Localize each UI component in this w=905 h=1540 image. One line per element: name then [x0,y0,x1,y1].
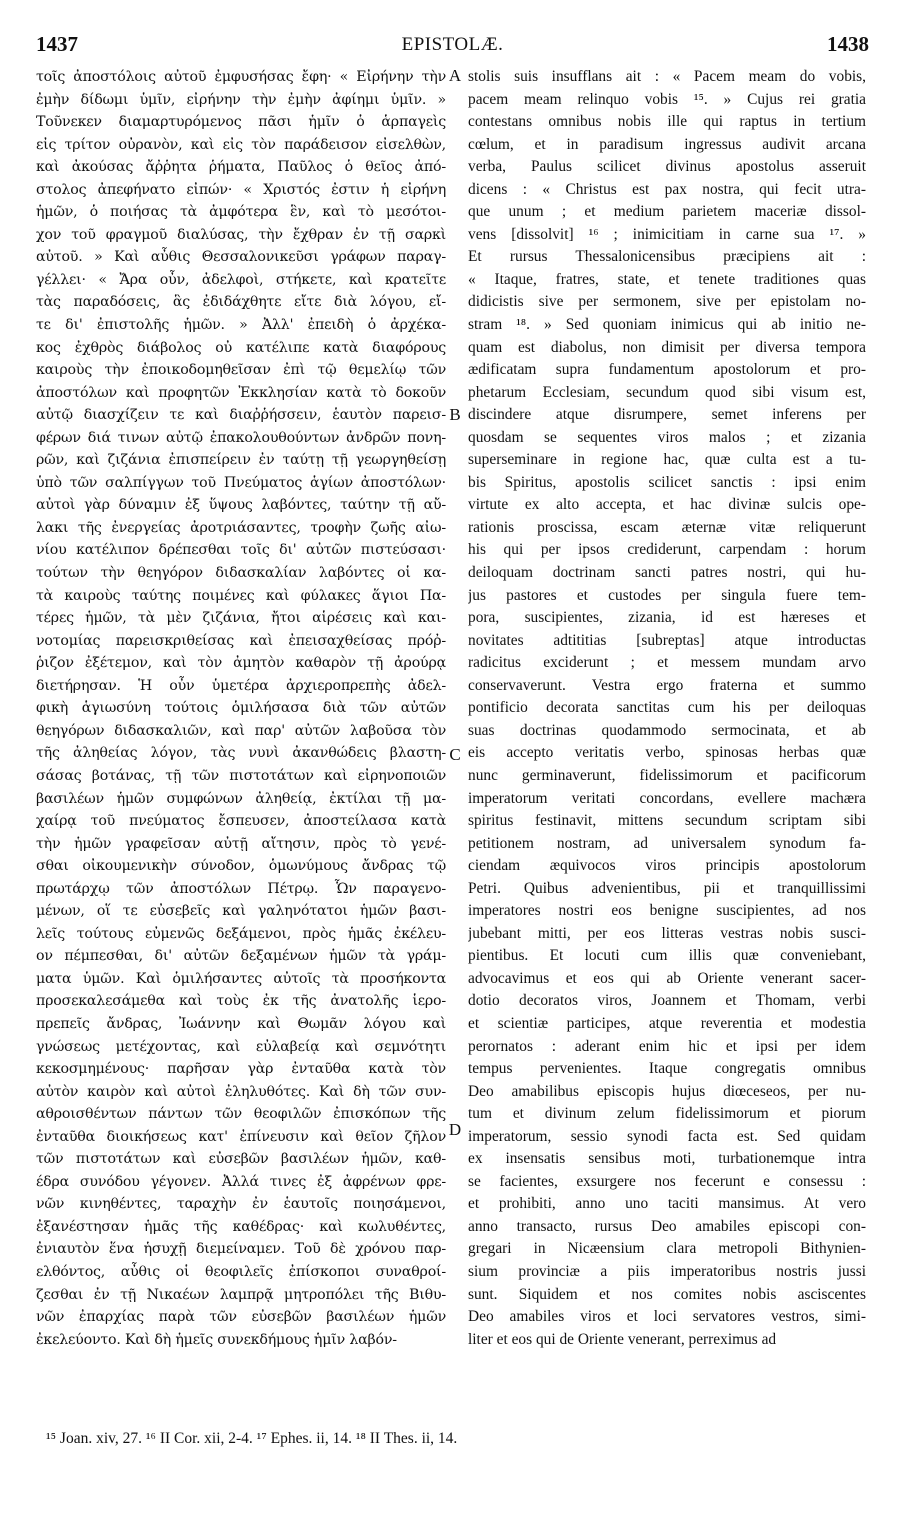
greek-line: βασιλέων ἡμῶν συμφώνων ἀληθείᾳ, ἐκτίλαι τῇ μα- [36,790,446,807]
latin-line: novitates adtititias [subreptas] atque introductas [468,631,866,649]
greek-line: αὐτῷ διασχίζειν τε καὶ διαῤῥήσσειν, ἑαυτὸν παρεισ- [36,407,446,424]
greek-text-column [36,66,446,1351]
greek-line: λεῖς τούτους εὐμενῶς δεξάμενοι, πρὸς ἡμᾶς ἐκέλευ- [36,925,446,942]
latin-line: que unum ; et medium parietem maceriæ dissol- [468,203,866,221]
latin-line: imperatorum veritati concordans, evellere machæra [468,789,866,807]
greek-line: ἐμὴν δίδωμι ὑμῖν, εἰρήνην τὴν ἐμὴν ἀφίημι ὑμῖν. » [36,91,446,108]
latin-line: rationis proscissa, escam æternæ vitæ reliquerunt [468,518,866,536]
greek-line: ῥιζον ἐξέτεμον, καὶ τὸν ἀμητὸν καθαρὸν τῇ ἀρούρᾳ [36,655,446,672]
greek-line: ρῶν, καὶ ζιζάνια ἐπισπείρειν ἐν ταύτῃ τῇ γεωργηθείσῃ [36,452,446,469]
latin-line: conservaverunt. Vestra ergo fraterna et summo [468,676,866,694]
latin-line: Petri. Quibus advenientibus, pii et tranquillissimi [468,879,866,897]
latin-line: vens [dissolvit] ¹⁶ ; inimicitiam in carne sua ¹⁷. » [468,225,866,243]
latin-line: ciendam æquivocos viros principis apostolorum [468,857,866,875]
latin-line: Et rursus Thessalonicensibus præcipiens ait : [468,248,866,266]
latin-line: his qui per ipsos crediderunt, carpendam : horum [468,541,866,559]
latin-line: pientibus. Et locuti cum illis quæ conveniebant, [468,947,866,965]
latin-line: dotio decoratos viros, Joannem et Thomam, verbi [468,992,866,1010]
greek-line: αὐτοὶ γὰρ δύναμιν ἐξ ὕψους λαβόντες, ταύτην τῇ αὔ- [36,497,446,514]
greek-line: ζεσθαι ἐν τῇ Νικαέων λαμπρᾷ μητροπόλει τῆς Βιθυ- [36,1286,446,1303]
latin-line: imperatorum, sessio synodi facta est. Sed quidam [468,1127,866,1145]
latin-line: Deo amabilibus episcopis hujus diœceseos, per nu- [468,1082,866,1100]
latin-line: spiritus festinavit, mittens secundum scriptam sibi [468,812,866,830]
latin-line: petitionem nostram, ad universalem synodum fa- [468,834,866,852]
greek-line: χον τοῦ φραγμοῦ διαλύσας, τὴν ἔχθραν ἐν τῇ σαρκὶ [36,226,446,243]
greek-line: φέρων διά τινων αὐτῷ ἐπακολουθούντων ἀνδρῶν πονη- [36,429,446,446]
greek-line: διετήρησαν. Ἡ οὖν ὑμετέρα ἀρχιεροπρεπὴς ἀδελ- [36,677,446,694]
greek-line: τούτων τὴν θεηγόρον διδασκαλίαν λαβόντες οἱ κα- [36,565,446,582]
greek-line: στολος ἀπεφήνατο εἰπών· « Χριστός ἐστιν ἡ εἰρήνη [36,181,446,198]
latin-line: Deo amabiles viros et loci servatores vestros, simi- [468,1308,866,1326]
latin-line: imperatores nostri eos benigne suscipientes, ad nos [468,902,866,920]
latin-line: perornatos : aderant enim hic et ipsi per idem [468,1037,866,1055]
latin-line: liter et eos qui de Oriente venerant, perreximus ad [468,1330,777,1348]
latin-line: bis Spiritus, apostolis scilicet sanctis : ipsi enim [468,473,866,491]
margin-marker-c: C [449,745,461,764]
greek-line: ἀποστόλων καὶ προφητῶν Ἐκκλησίαν κατὰ τὸ δοκοῦν [36,384,446,401]
latin-line: eis accepto veritatis verbo, spinosas herbas quæ [468,744,866,762]
latin-line: sium provinciæ a piis imperatoribus nostris jussi [468,1262,866,1280]
latin-line: « Itaque, fratres, state, et tenete traditiones quas [468,270,866,288]
latin-line: et scientiæ participes, atque reverentia et modestia [468,1014,866,1032]
margin-marker-d: D [448,1120,462,1139]
latin-line: tum et divinum zelum fidelissimorum et piorum [468,1105,866,1123]
latin-line: discindere atque disrumpere, semet inferens per [468,406,866,424]
greek-line: τῆς ἀληθείας λόγον, τὰς νυνὶ ἀκανθώδεις βλαστη- [36,745,446,762]
greek-line: νῶν κινηθέντες, ταραχὴν ἐν ἑαυτοῖς ποιησάμενοι, [36,1196,446,1213]
greek-line: τὰ καιροὺς ταύτης ποιμένες καὶ φύλακες ἅγιοι Πα- [36,587,446,604]
greek-line: ὑπὸ τῶν σαλπίγγων τοῦ Πνεύματος ἁγίων ἀποστόλων· [36,474,446,491]
latin-line: deiloquam doctrinam sancti patres nostri, qui hu- [468,564,866,582]
greek-line: τὰς παραδόσεις, ἃς ἐδιδάχθητε εἴτε διὰ λόγου, εἴ- [36,294,446,311]
latin-line: advocavimus et eos qui ab Oriente venerant sacer- [468,969,866,987]
latin-line: quam est diabolus, non dimisit per diversa tempora [468,338,866,356]
latin-line: pora, suscipientes, zizania, id est hæreses et [468,609,866,627]
latin-text-column [468,66,866,1351]
latin-line: nunc germinaverunt, fidelissimorum et pacificorum [468,766,866,784]
greek-line: θεηγόρων διδασκαλιῶν, καὶ παρ' αὐτῶν λαβοῦσα τὸν [36,722,446,739]
latin-line: se facientes, exsurgere nos fecerunt e consessu : [468,1172,866,1190]
greek-line: τῶν πιστοτάτων καὶ εὐσεβῶν βασιλέων ἡμῶν, καθ- [36,1151,446,1168]
latin-line: quosdam se sequentes viros malos ; et zizania [468,428,866,446]
greek-line: ματα ὑμῶν. Καὶ ὁμιλήσαντες αὐτοῖς τὰ προσήκοντα [36,970,446,987]
latin-line: pacem meam relinquo vobis ¹⁵. » Cujus rei gratia [468,90,866,108]
greek-line: μένων, οἵ τε εὐσεβεῖς καὶ γαληνότατοι ἡμῶν βασι- [36,903,446,920]
greek-line: καιροὺς τὴν ἐποικοδομηθεῖσαν ἐπὶ τῷ θεμελίῳ τῶν [36,362,446,379]
greek-line: φικὴ ἁγιωσύνη τούτοις ὁμιλήσασα διὰ τῶν αὐτῶν [36,700,446,717]
latin-line: virtute ex alto accepta, et hac divinæ sulcis ope- [468,496,866,514]
greek-line: λακι τῆς ἐνεργείας ἀροτριάσαντες, τροφὴν ζωῆς αἰω- [36,519,446,536]
greek-line: τοῖς ἀποστόλοις αὐτοῦ ἐμφυσήσας ἔφη· « Εἰρήνην τὴν [36,69,446,85]
greek-line: χαίρᾳ τοῦ πνεύματος ἔσπευσεν, ἀποστείλασα κατὰ [36,813,446,830]
latin-line: verba, Paulus scilicet divinus apostolus asseruit [468,158,866,176]
greek-line: γέλλει· « Ἄρα οὖν, ἀδελφοὶ, στήκετε, καὶ κρατεῖτε [36,271,446,288]
greek-line: ἐνιαυτὸν ἕνα ἡσυχῇ διεμείναμεν. Τοῦ δὲ χρόνου παρ- [36,1241,446,1258]
greek-line: τέρες ἡμῶν, τὰ μὲν ζιζάνια, ἤτοι αἱρέσεις καὶ και- [36,610,446,627]
greek-line: ἐνταῦθα διοικήσεως κατ' ἐπίνευσιν καὶ θεῖον ζῆλον [36,1128,446,1145]
greek-line: έδρα συνόδου γέγονεν. Ἀλλά τινες ἐξ ἀφρένων φρε- [36,1173,446,1190]
page-number-left: 1437 [36,32,78,56]
latin-line: gregari in Nicæensium clara metropoli Bithynien- [468,1240,866,1258]
greek-line: κεκοσμημένους· παρῆσαν γὰρ ἐνταῦθα κατὰ τὸν [36,1061,446,1078]
greek-line: σθαι οἰκουμενικὴν σύνοδον, ὁμωνύμους ἄνδρας τῷ [36,858,446,875]
latin-line: sunt. Siquidem et nos comites nobis asciscentes [468,1285,866,1303]
greek-line: αθροισθέντων πάντων τῶν θεοφιλῶν ἐπισκόπων τῆς [36,1106,446,1123]
latin-line: jus pastores et custodes per singula fuere tem- [468,586,866,604]
greek-line: Τοῦνεκεν διαμαρτυρόμενος πᾶσι ἡμῖν ὁ ἁρπαγεὶς [36,114,446,131]
greek-line: κος ἐχθρὸς διάβολος οὐ κατέλιπε κατὰ διαφόρους [36,339,446,356]
greek-line: τε δι' ἐπιστολῆς ἡμῶν. » Ἀλλ' ἐπειδὴ ὁ ἀρχέκα- [36,317,446,334]
greek-line: νίου κατέλιπον δρέπεσθαι τοῖς δι' αὐτῶν πιστεύσασι· [36,542,446,559]
latin-line: ædificatam supra fundamentum apostolorum et pro- [468,361,866,379]
greek-line: νοτομίας παρεισκριθείσας καὶ ἐπεισαχθείσας πρόῤ- [36,632,446,649]
latin-line: cœlum, et in paradisum ingressus audivit arcana [468,135,866,153]
latin-line: phetarum Ecclesiam, secundum quod sibi visum est, [468,383,866,401]
latin-line: dicens : « Christus est pax nostra, qui fecit utra- [468,180,866,198]
latin-line: stram ¹⁸. » Sed quoniam inimicus qui ab initio ne- [468,316,866,334]
latin-line: ex insensatis sensibus moti, turbationemque intra [468,1150,866,1168]
greek-line: νῶν ἐπαρχίας παρὰ τῶν εὐσεβῶν βασιλέων ἡμῶν [36,1309,446,1326]
latin-line: superseminare in regione hac, quæ culta est a tu- [468,451,866,469]
margin-marker-b: B [449,405,461,424]
greek-line: προσεκαλεσάμεθα καὶ τοὺς ἐκ τῆς ἀνατολῆς ἱερο- [36,993,446,1010]
latin-line: stolis suis insufflans ait : « Pacem meam do vobis, [468,68,866,85]
latin-line: et prohibiti, anno uno taciti mansimus. At vero [468,1195,866,1213]
latin-line: tempus pervenientes. Itaque congregatis omnibus [468,1060,866,1078]
greek-line: ἐξανέστησαν ἡμᾶς τῆς καθέδρας· καὶ κωλυθέντες, [36,1218,446,1235]
footnotes: ¹⁵ Joan. xiv, 27. ¹⁶ II Cor. xii, 2-4. ¹⁷ Ephes. ii, 14. ¹⁸ II Thes. ii, 14. [46,1430,458,1447]
latin-line: suas doctrinas quodammodo sermocinata, et ab [468,721,866,739]
greek-line: καὶ ἀκούσας ἄῤῥητα ῥήματα, Παῦλος ὁ θεῖος ἀπό- [36,159,446,176]
page-header [30,32,875,66]
latin-line: anno transacto, rursus Deo amabiles episcopi con- [468,1217,866,1235]
greek-line: ον πέμπεσθαι, δι' αὐτῶν δεξαμένων ἡμῶν τὰ γράμ- [36,948,446,965]
greek-line: πρεπεῖς ἄνδρας, Ἰωάννην καὶ Θωμᾶν λόγου καὶ [36,1015,446,1032]
latin-line: radicitus exciderunt ; et messem mundam arvo [468,654,866,672]
latin-line: didicistis sive per sermonem, sive per epistolam no- [468,293,866,311]
page-number-right: 1438 [827,32,869,56]
greek-line: ελθόντος, αὖθις οἱ θεοφιλεῖς ἐπίσκοποι συναθροί- [36,1263,446,1280]
greek-line: πρωτάρχῳ τῶν ἀποστόλων Πέτρῳ. Ὧν παραγενο- [36,880,446,897]
greek-line: ἡμῶν, ὁ ποιήσας τὰ ἀμφότερα ἓν, καὶ τὸ μεσότοι- [36,204,446,221]
greek-line: αὐτὸν καιρὸν καὶ αὐτοὶ ἐληλυθότες. Καὶ δὴ τῶν συν- [36,1083,446,1100]
greek-line: γνώσεως μετέχοντας, καὶ εὐλαβείᾳ καὶ σεμνότητι [36,1038,446,1055]
latin-line: contestans omnibus nobis ille qui raptus in tertium [468,113,866,131]
running-title: EPISTOLÆ. [401,34,504,55]
latin-line: pontificio decorata sanctitas cum his per deiloquas [468,699,866,717]
greek-line: εἰς τρίτον οὐρανὸν, καὶ εἰς τὸν παράδεισον εἰσελθὼν, [36,136,446,153]
greek-line: σάσας βοτάνας, τῇ τῶν πιστοτάτων καὶ εἰρηνοποιῶν [36,767,446,784]
greek-line: τὴν ἡμῶν γραφεῖσαν αὐτῇ αἴτησιν, πρὸς τὸ γενέ- [36,835,446,852]
greek-line: ἐκελεύοντο. Καὶ δὴ ἡμεῖς συνεκδήμους ἡμῖν λαβόν- [36,1331,397,1348]
greek-line: αὐτοῦ. » Καὶ αὖθις Θεσσαλονικεῦσι γράφων παραγ- [36,249,446,266]
latin-line: jubebant mitti, per eos litteras vestras nobis susci- [468,924,866,942]
margin-marker-a: A [448,66,462,85]
